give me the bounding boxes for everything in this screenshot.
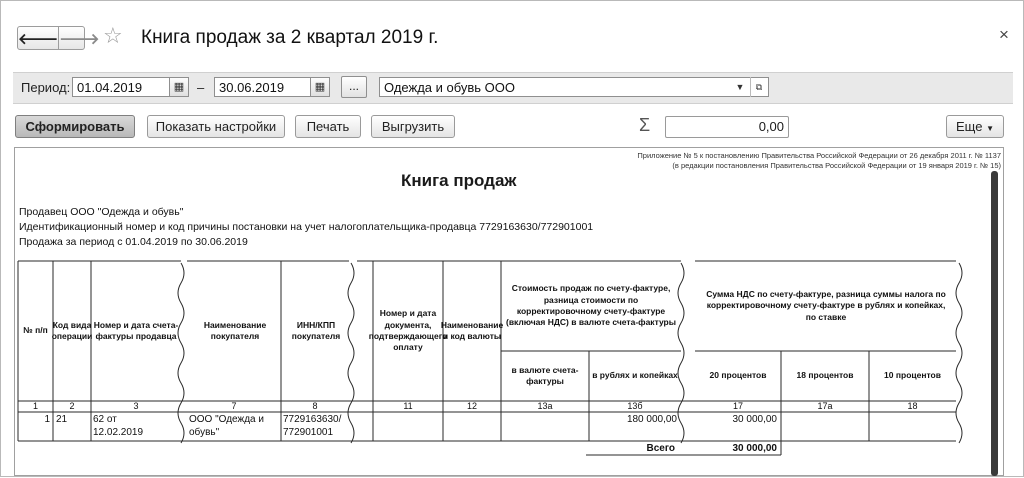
row-number: 1: [44, 414, 50, 425]
arrow-left-icon: 🡐: [18, 30, 59, 48]
report-title: Книга продаж: [401, 171, 517, 190]
calendar-icon: ▦: [314, 81, 326, 93]
vertical-scrollbar[interactable]: [991, 171, 998, 476]
header-vat-10: 10 процентов: [884, 370, 941, 381]
header-buyer-inn: ИНН/КПП покупателя: [291, 319, 341, 341]
column-number: 3: [133, 401, 139, 411]
period-toolbar: [13, 72, 1013, 104]
inn-line: Идентификационный номер и код причины постановки на учет налогоплательщика-продавца 7729163630/772901001: [19, 221, 594, 233]
export-button[interactable]: Выгрузить: [371, 115, 455, 138]
open-icon[interactable]: ⧉: [750, 77, 767, 97]
appendix-note: Приложение № 5 к постановлению Правительства Российской Федерации от 26 декабря 2011 г. № 1137: [637, 151, 1001, 160]
header-currency: Наименование и код валюты: [440, 319, 504, 341]
generate-button[interactable]: Сформировать: [15, 115, 135, 138]
header-in-invoice-currency: в валюте счета-фактуры: [511, 364, 579, 386]
calendar-icon: ▦: [173, 81, 185, 93]
revision-note: (в редакции постановления Правительства Российской Федерации от 19 января 2019 г. № 15): [672, 161, 1001, 170]
period-line: Продажа за период с 01.04.2019 по 30.06.2019: [19, 236, 248, 248]
column-number: 7: [231, 401, 237, 411]
seller-line: Продавец ООО "Одежда и обувь": [19, 206, 184, 218]
chevron-down-icon: ▼: [986, 124, 994, 133]
row-operation-code: 21: [56, 414, 68, 425]
forward-button[interactable]: [58, 27, 99, 49]
organization-select[interactable]: [379, 77, 769, 97]
arrow-right-icon: 🡒: [59, 30, 100, 48]
header-vat-amount: Сумма НДС по счету-фактуре, разница суммы налога по корректировочному счету-фактуре в рублях и копейках, по ставке: [706, 288, 946, 322]
column-number: 12: [466, 401, 477, 411]
header-in-rubles: в рублях и копейках: [592, 370, 678, 381]
column-number: 17а: [817, 401, 833, 411]
period-from-input[interactable]: 01.04.2019: [72, 77, 170, 97]
column-number: 11: [403, 401, 413, 411]
column-number: 18: [907, 401, 918, 411]
column-number: 2: [69, 401, 75, 411]
period-separator: –: [197, 80, 205, 95]
print-button[interactable]: Печать: [295, 115, 361, 138]
sum-field: 0,00: [665, 116, 789, 138]
chevron-down-icon[interactable]: ▼: [735, 82, 745, 92]
show-settings-button[interactable]: Показать настройки: [147, 115, 285, 138]
header-vat-20: 20 процентов: [709, 370, 767, 381]
header-buyer-name: Наименование покупателя: [203, 319, 267, 341]
calendar-to-button[interactable]: [310, 77, 330, 97]
header-number: № п/п: [23, 325, 48, 336]
column-number: 1: [32, 401, 38, 411]
star-icon[interactable]: ☆: [103, 23, 123, 48]
row-buyer-name: ООО "Одежда и обувь": [189, 414, 264, 438]
calendar-from-button[interactable]: [169, 77, 189, 97]
back-button[interactable]: [18, 27, 58, 49]
more-label: Еще: [956, 119, 983, 134]
header-operation-code: Код вида операции: [51, 319, 93, 341]
header-payment-doc: Номер и дата документа, подтверждающего оплату: [368, 308, 448, 353]
sigma-icon: Σ: [639, 115, 651, 135]
row-invoice: 62 от 12.02.2019: [93, 414, 144, 438]
header-invoice: Номер и дата счета-фактуры продавца: [93, 319, 179, 341]
total-label: Всего: [646, 443, 675, 454]
row-buyer-inn: 7729163630/ 772901001: [283, 414, 342, 438]
column-number: 13б: [627, 401, 643, 411]
window-title: Книга продаж за 2 квартал 2019 г.: [141, 27, 439, 48]
header-sales-cost: Стоимость продаж по счету-фактуре, разница стоимости по корректировочному счету-фактуре (включая НДС) в валюте счета-фактуры: [505, 283, 677, 328]
more-button[interactable]: [946, 115, 1004, 138]
total-vat-20: 30 000,00: [732, 443, 777, 454]
period-label: Период:: [21, 80, 71, 95]
organization-value: Одежда и обувь ООО: [384, 80, 516, 95]
column-number: 8: [312, 401, 318, 411]
period-to-input[interactable]: 30.06.2019: [214, 77, 312, 97]
choose-period-button[interactable]: ...: [341, 76, 367, 98]
navigation-buttons: [17, 26, 100, 50]
column-number: 13а: [537, 401, 553, 411]
row-sales-rub: 180 000,00: [626, 414, 677, 425]
row-vat-20: 30 000,00: [732, 414, 777, 425]
close-icon[interactable]: ×: [999, 25, 1009, 44]
header-vat-18: 18 процентов: [796, 370, 854, 381]
column-number: 17: [732, 401, 743, 411]
